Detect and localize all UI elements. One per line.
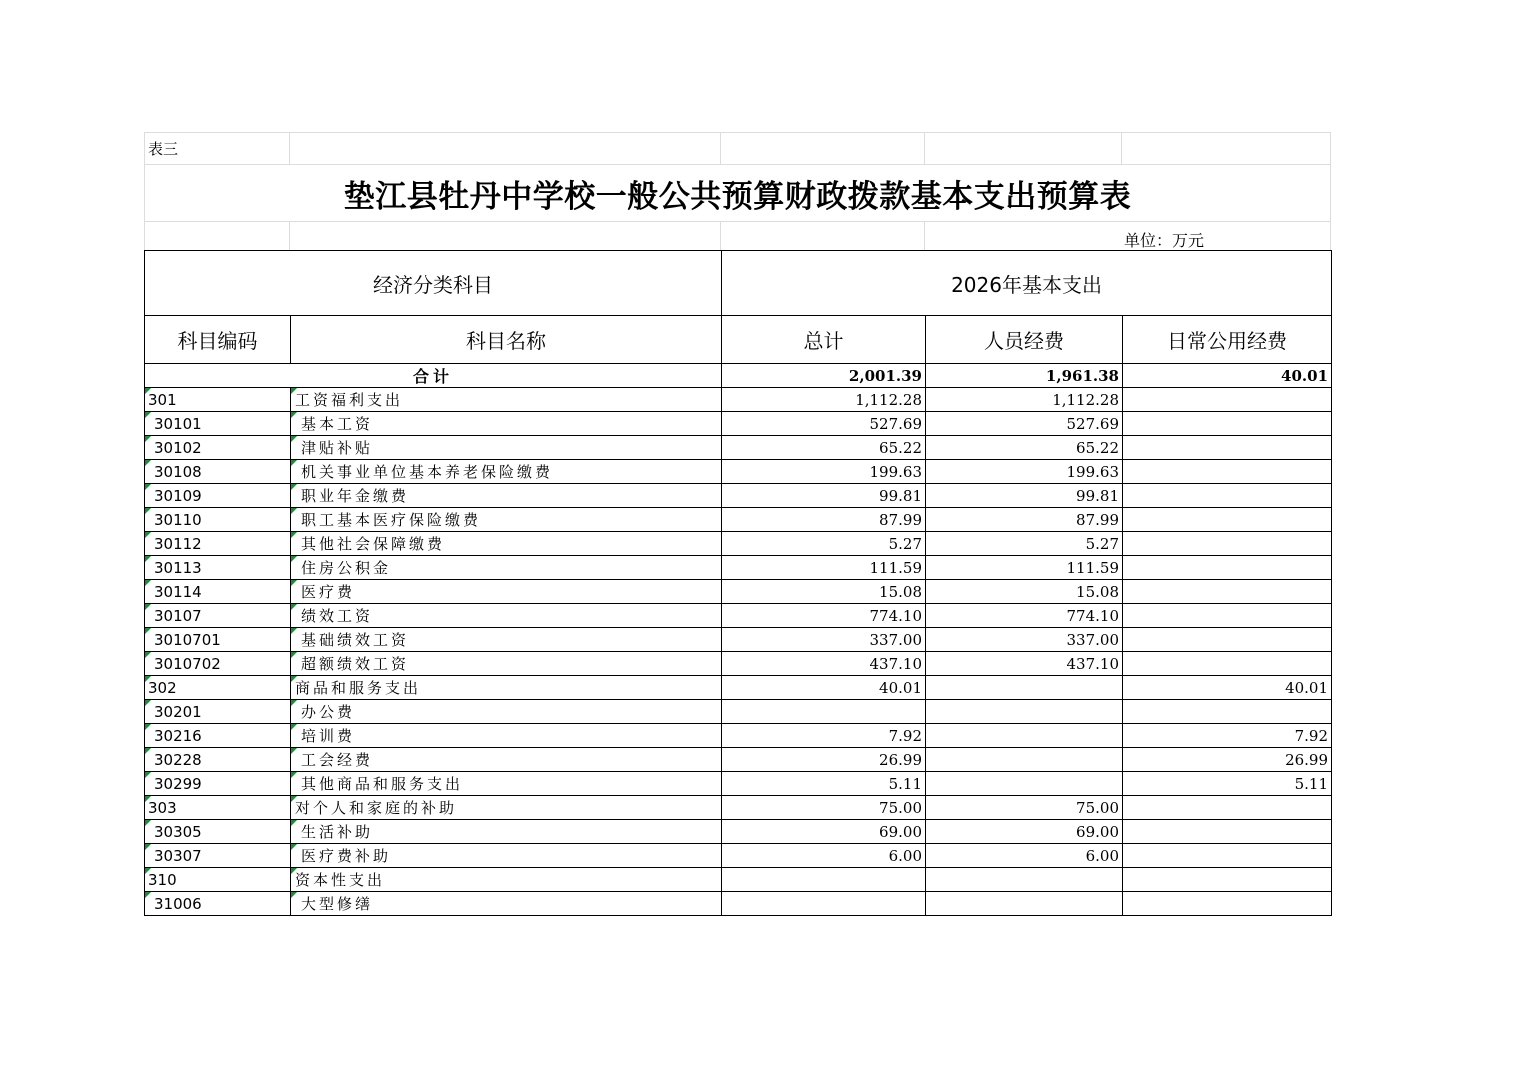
text-format-marker-icon	[291, 868, 297, 874]
row-total[interactable]	[722, 676, 926, 700]
row-code[interactable]	[145, 532, 291, 556]
row-name-text: 培训费	[301, 727, 356, 745]
row-code-text: 30110	[154, 510, 202, 529]
row-name[interactable]	[291, 580, 722, 604]
row-total[interactable]	[722, 844, 926, 868]
row-code-text: 3010701	[154, 630, 221, 649]
row-public[interactable]	[1123, 796, 1332, 820]
row-name-text: 其他商品和服务支出	[301, 775, 464, 793]
text-format-marker-icon	[291, 796, 297, 802]
total-total: 2,001.39	[722, 364, 926, 388]
row-code[interactable]	[145, 724, 291, 748]
row-personnel[interactable]	[926, 796, 1123, 820]
row-code-text: 31006	[154, 894, 202, 913]
row-name[interactable]	[291, 844, 722, 868]
row-total[interactable]	[722, 532, 926, 556]
row-total[interactable]	[722, 412, 926, 436]
text-format-marker-icon	[145, 508, 151, 514]
row-personnel[interactable]	[926, 652, 1123, 676]
row-name[interactable]	[291, 652, 722, 676]
row-public[interactable]	[1123, 628, 1332, 652]
row-personnel[interactable]	[926, 436, 1123, 460]
row-total[interactable]	[722, 820, 926, 844]
gridline	[924, 221, 925, 250]
text-format-marker-icon	[145, 844, 151, 850]
row-personnel[interactable]	[926, 844, 1123, 868]
row-code[interactable]	[145, 388, 291, 412]
row-total-text: 111.59	[869, 558, 922, 577]
row-code-text: 301	[148, 390, 177, 409]
row-public[interactable]	[1123, 556, 1332, 580]
row-total-text: 26.99	[879, 750, 922, 769]
row-personnel[interactable]	[926, 628, 1123, 652]
row-total-text: 87.99	[879, 510, 922, 529]
sheet-header-area	[144, 132, 1331, 250]
row-total[interactable]	[722, 628, 926, 652]
row-name-text: 津贴补贴	[301, 439, 374, 457]
header-total: 总计	[722, 316, 926, 364]
row-personnel-text: 5.27	[1085, 534, 1119, 553]
row-personnel[interactable]	[926, 508, 1123, 532]
row-name[interactable]	[291, 868, 722, 892]
row-total[interactable]	[722, 604, 926, 628]
row-total-text: 99.81	[879, 486, 922, 505]
row-personnel[interactable]	[926, 604, 1123, 628]
gridline	[144, 132, 1331, 133]
row-total-text: 5.11	[888, 774, 922, 793]
row-public[interactable]	[1123, 436, 1332, 460]
unit-label: 单位：万元	[1124, 231, 1205, 250]
text-format-marker-icon	[291, 508, 297, 514]
header-year-group: 2026年基本支出	[722, 251, 1332, 316]
text-format-marker-icon	[145, 676, 151, 682]
row-total-text: 5.27	[888, 534, 922, 553]
header-personnel: 人员经费	[926, 316, 1123, 364]
row-personnel[interactable]	[926, 388, 1123, 412]
row-name-text: 基础绩效工资	[301, 631, 410, 649]
page-title: 垫江县牡丹中学校一般公共预算财政拨款基本支出预算表	[343, 179, 1132, 215]
table-row	[145, 628, 1332, 652]
row-total[interactable]	[722, 724, 926, 748]
gridline	[289, 132, 290, 164]
row-name-text: 资本性支出	[295, 871, 386, 889]
row-public[interactable]	[1123, 772, 1332, 796]
text-format-marker-icon	[291, 652, 297, 658]
row-public-text: 26.99	[1285, 750, 1329, 769]
text-format-marker-icon	[291, 460, 297, 466]
row-code-text: 30307	[154, 846, 202, 865]
row-name[interactable]	[291, 484, 722, 508]
table-row	[145, 604, 1332, 628]
row-public[interactable]	[1123, 580, 1332, 604]
table-row	[145, 652, 1332, 676]
row-code[interactable]	[145, 772, 291, 796]
row-name[interactable]	[291, 796, 722, 820]
row-name-text: 医疗费补助	[301, 847, 392, 865]
row-personnel[interactable]	[926, 580, 1123, 604]
text-format-marker-icon	[145, 892, 151, 898]
gridline	[1121, 132, 1122, 164]
row-code-text: 30228	[154, 750, 202, 769]
total-personnel: 1,961.38	[926, 364, 1123, 388]
row-code-text: 30201	[154, 702, 202, 721]
row-public[interactable]	[1123, 676, 1332, 700]
row-public[interactable]	[1123, 460, 1332, 484]
row-code[interactable]	[145, 460, 291, 484]
row-total-text: 15.08	[879, 582, 922, 601]
text-format-marker-icon	[145, 652, 151, 658]
row-name[interactable]	[291, 772, 722, 796]
text-format-marker-icon	[291, 388, 297, 394]
row-code[interactable]	[145, 868, 291, 892]
row-name-text: 工会经费	[301, 751, 374, 769]
table-row	[145, 556, 1332, 580]
text-format-marker-icon	[145, 772, 151, 778]
row-code-text: 30102	[154, 438, 202, 457]
row-name[interactable]	[291, 412, 722, 436]
row-name-text: 医疗费	[301, 583, 356, 601]
text-format-marker-icon	[145, 868, 151, 874]
gridline	[289, 221, 290, 250]
row-name[interactable]	[291, 676, 722, 700]
row-total-text: 75.00	[879, 798, 922, 817]
header-row-group	[145, 251, 1332, 316]
row-name[interactable]	[291, 532, 722, 556]
gridline	[144, 221, 1331, 222]
gridline	[924, 132, 925, 164]
row-total-text: 437.10	[869, 654, 922, 673]
row-personnel-text: 437.10	[1066, 654, 1119, 673]
row-code-text: 30107	[154, 606, 202, 625]
row-name[interactable]	[291, 892, 722, 916]
row-code-text: 30108	[154, 462, 202, 481]
row-personnel[interactable]	[926, 772, 1123, 796]
table-row	[145, 868, 1332, 892]
row-name[interactable]	[291, 628, 722, 652]
total-row	[145, 364, 1332, 388]
row-code[interactable]	[145, 508, 291, 532]
row-total-text: 65.22	[879, 438, 922, 457]
row-name-text: 绩效工资	[301, 607, 374, 625]
row-name[interactable]	[291, 556, 722, 580]
row-name[interactable]	[291, 460, 722, 484]
row-code-text: 30101	[154, 414, 202, 433]
table-row	[145, 724, 1332, 748]
row-code[interactable]	[145, 604, 291, 628]
text-format-marker-icon	[145, 700, 151, 706]
row-name-text: 对个人和家庭的补助	[295, 799, 458, 817]
row-total[interactable]	[722, 748, 926, 772]
row-code[interactable]	[145, 556, 291, 580]
text-format-marker-icon	[291, 892, 297, 898]
row-name-text: 工资福利支出	[295, 391, 404, 409]
row-code-text: 30109	[154, 486, 202, 505]
row-personnel[interactable]	[926, 484, 1123, 508]
row-public[interactable]	[1123, 532, 1332, 556]
row-total[interactable]	[722, 796, 926, 820]
row-personnel-text: 65.22	[1076, 438, 1119, 457]
text-format-marker-icon	[145, 820, 151, 826]
table-row	[145, 412, 1332, 436]
text-format-marker-icon	[291, 580, 297, 586]
row-code[interactable]	[145, 748, 291, 772]
row-code[interactable]	[145, 652, 291, 676]
table-row	[145, 700, 1332, 724]
text-format-marker-icon	[291, 700, 297, 706]
row-personnel-text: 1,112.28	[1052, 390, 1119, 409]
text-format-marker-icon	[291, 844, 297, 850]
row-code[interactable]	[145, 412, 291, 436]
row-total[interactable]	[722, 580, 926, 604]
table-row	[145, 772, 1332, 796]
row-public[interactable]	[1123, 412, 1332, 436]
row-name-text: 职业年金缴费	[301, 487, 410, 505]
row-total-text: 40.01	[879, 678, 922, 697]
row-personnel[interactable]	[926, 892, 1123, 916]
table-label: 表三	[148, 140, 179, 158]
text-format-marker-icon	[145, 604, 151, 610]
table-row	[145, 820, 1332, 844]
text-format-marker-icon	[145, 628, 151, 634]
row-public[interactable]	[1123, 724, 1332, 748]
row-name-text: 其他社会保障缴费	[301, 535, 446, 553]
row-personnel[interactable]	[926, 676, 1123, 700]
row-name-text: 职工基本医疗保险缴费	[301, 511, 482, 529]
text-format-marker-icon	[145, 436, 151, 442]
row-total-text: 1,112.28	[855, 390, 922, 409]
row-personnel[interactable]	[926, 820, 1123, 844]
row-total[interactable]	[722, 556, 926, 580]
row-total[interactable]	[722, 652, 926, 676]
row-code[interactable]	[145, 700, 291, 724]
row-name-text: 商品和服务支出	[295, 679, 422, 697]
table-row	[145, 748, 1332, 772]
row-personnel-text: 111.59	[1066, 558, 1119, 577]
header-row-columns	[145, 316, 1332, 364]
text-format-marker-icon	[145, 796, 151, 802]
row-name-text: 办公费	[301, 703, 356, 721]
row-total[interactable]	[722, 460, 926, 484]
row-public[interactable]	[1123, 484, 1332, 508]
row-total[interactable]	[722, 772, 926, 796]
header-public: 日常公用经费	[1123, 316, 1332, 364]
table-row	[145, 388, 1332, 412]
text-format-marker-icon	[291, 436, 297, 442]
row-personnel[interactable]	[926, 700, 1123, 724]
header-name: 科目名称	[291, 316, 722, 364]
row-code[interactable]	[145, 484, 291, 508]
row-name[interactable]	[291, 436, 722, 460]
row-name[interactable]	[291, 388, 722, 412]
row-total-text: 337.00	[869, 630, 922, 649]
gridline	[720, 132, 721, 164]
row-personnel-text: 15.08	[1076, 582, 1119, 601]
row-public[interactable]	[1123, 748, 1332, 772]
row-name[interactable]	[291, 820, 722, 844]
text-format-marker-icon	[145, 724, 151, 730]
row-name[interactable]	[291, 748, 722, 772]
header-category: 经济分类科目	[145, 251, 722, 316]
row-total-text: 199.63	[869, 462, 922, 481]
budget-table	[144, 250, 1332, 916]
total-public: 40.01	[1123, 364, 1332, 388]
row-public[interactable]	[1123, 844, 1332, 868]
text-format-marker-icon	[291, 676, 297, 682]
text-format-marker-icon	[145, 412, 151, 418]
text-format-marker-icon	[291, 748, 297, 754]
text-format-marker-icon	[291, 556, 297, 562]
row-total-text: 69.00	[879, 822, 922, 841]
row-public[interactable]	[1123, 388, 1332, 412]
row-personnel-text: 337.00	[1066, 630, 1119, 649]
row-personnel[interactable]	[926, 532, 1123, 556]
row-name-text: 生活补助	[301, 823, 374, 841]
row-public[interactable]	[1123, 508, 1332, 532]
row-total-text: 6.00	[888, 846, 922, 865]
row-personnel[interactable]	[926, 748, 1123, 772]
row-name-text: 大型修缮	[301, 895, 374, 913]
row-total-text: 7.92	[888, 726, 922, 745]
text-format-marker-icon	[291, 604, 297, 610]
row-code-text: 303	[148, 798, 177, 817]
row-public[interactable]	[1123, 820, 1332, 844]
text-format-marker-icon	[291, 628, 297, 634]
row-code-text: 30113	[154, 558, 202, 577]
row-code-text: 30216	[154, 726, 202, 745]
text-format-marker-icon	[145, 388, 151, 394]
row-name[interactable]	[291, 508, 722, 532]
text-format-marker-icon	[145, 484, 151, 490]
row-name-text: 基本工资	[301, 415, 374, 433]
table-row	[145, 892, 1332, 916]
row-personnel-text: 199.63	[1066, 462, 1119, 481]
row-public-text: 40.01	[1285, 678, 1329, 697]
text-format-marker-icon	[145, 556, 151, 562]
row-personnel[interactable]	[926, 724, 1123, 748]
row-personnel-text: 75.00	[1076, 798, 1119, 817]
row-public[interactable]	[1123, 892, 1332, 916]
row-total-text: 527.69	[869, 414, 922, 433]
row-public[interactable]	[1123, 868, 1332, 892]
text-format-marker-icon	[145, 460, 151, 466]
row-name-text: 机关事业单位基本养老保险缴费	[301, 463, 554, 481]
row-public-text: 5.11	[1294, 774, 1329, 793]
row-total[interactable]	[722, 484, 926, 508]
table-row	[145, 508, 1332, 532]
table-row	[145, 460, 1332, 484]
gridline	[144, 164, 1331, 165]
row-code[interactable]	[145, 844, 291, 868]
text-format-marker-icon	[145, 580, 151, 586]
row-total[interactable]	[722, 388, 926, 412]
row-personnel-text: 527.69	[1066, 414, 1119, 433]
text-format-marker-icon	[291, 772, 297, 778]
row-code-text: 3010702	[154, 654, 221, 673]
budget-sheet	[144, 132, 1331, 916]
row-total[interactable]	[722, 700, 926, 724]
table-row	[145, 676, 1332, 700]
text-format-marker-icon	[291, 724, 297, 730]
row-name-text: 超额绩效工资	[301, 655, 410, 673]
row-personnel-text: 774.10	[1066, 606, 1119, 625]
row-code[interactable]	[145, 892, 291, 916]
text-format-marker-icon	[291, 484, 297, 490]
row-code[interactable]	[145, 436, 291, 460]
row-code-text: 302	[148, 678, 177, 697]
row-name[interactable]	[291, 604, 722, 628]
row-code[interactable]	[145, 628, 291, 652]
table-row	[145, 532, 1332, 556]
row-total[interactable]	[722, 892, 926, 916]
table-row	[145, 796, 1332, 820]
text-format-marker-icon	[291, 532, 297, 538]
row-personnel-text: 99.81	[1076, 486, 1119, 505]
row-code-text: 30112	[154, 534, 202, 553]
row-personnel[interactable]	[926, 460, 1123, 484]
row-total[interactable]	[722, 868, 926, 892]
row-code-text: 30299	[154, 774, 202, 793]
table-row	[145, 844, 1332, 868]
row-code[interactable]	[145, 820, 291, 844]
text-format-marker-icon	[145, 748, 151, 754]
row-public[interactable]	[1123, 604, 1332, 628]
row-public-text: 7.92	[1294, 726, 1329, 745]
row-total[interactable]	[722, 508, 926, 532]
row-code[interactable]	[145, 580, 291, 604]
text-format-marker-icon	[291, 412, 297, 418]
row-public[interactable]	[1123, 700, 1332, 724]
row-name[interactable]	[291, 700, 722, 724]
row-total[interactable]	[722, 436, 926, 460]
total-label: 合计	[145, 364, 722, 388]
row-personnel-text: 87.99	[1076, 510, 1119, 529]
row-personnel[interactable]	[926, 412, 1123, 436]
row-name[interactable]	[291, 724, 722, 748]
row-personnel-text: 69.00	[1076, 822, 1119, 841]
text-format-marker-icon	[145, 532, 151, 538]
table-row	[145, 436, 1332, 460]
row-code-text: 30114	[154, 582, 202, 601]
row-code-text: 30305	[154, 822, 202, 841]
row-total-text: 774.10	[869, 606, 922, 625]
table-row	[145, 580, 1332, 604]
row-code[interactable]	[145, 676, 291, 700]
row-personnel-text: 6.00	[1085, 846, 1119, 865]
gridline	[720, 221, 721, 250]
table-row	[145, 484, 1332, 508]
row-code-text: 310	[148, 870, 177, 889]
row-personnel[interactable]	[926, 868, 1123, 892]
row-name-text: 住房公积金	[301, 559, 392, 577]
row-personnel[interactable]	[926, 556, 1123, 580]
text-format-marker-icon	[291, 820, 297, 826]
header-code: 科目编码	[145, 316, 291, 364]
row-public[interactable]	[1123, 652, 1332, 676]
row-code[interactable]	[145, 796, 291, 820]
